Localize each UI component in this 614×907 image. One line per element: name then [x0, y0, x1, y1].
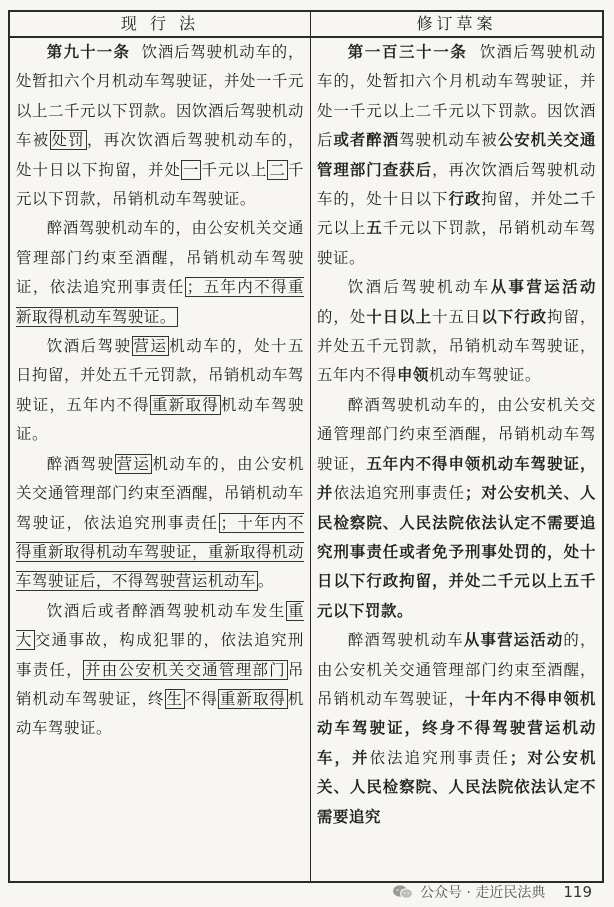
wechat-icon — [392, 884, 414, 900]
boxed-text: 处罚 — [51, 131, 85, 150]
watermark-text: 公众号 · 走近民法典 — [420, 885, 546, 901]
right-paragraph-4: 醉酒驾驶机动车从事营运活动的，由公安机关交通管理部门约束至酒醒，吊销机动车驾驶证，十年内不得申领机动车驾驶证，终身不得驾驶营运机动车，并依法追究刑事责任；对公安机关、人民检察院、人民法院依法认定不需要追究 — [317, 631, 596, 826]
left-article-title: 第九十一条 — [46, 43, 131, 61]
draft-column — [311, 38, 602, 881]
page-number: 119 — [563, 883, 592, 901]
right-article-title: 第一百三十一条 — [347, 43, 468, 61]
boxed-text: ；五年内不得重新取得机动车驾驶证。 — [16, 278, 304, 326]
right-paragraph-2: 饮酒后驾驶机动车从事营运活动的，处十日以上十五日以下行政拘留，并处五千元罚款，吊销机动车驾驶证，五年内不得申领机动车驾驶证。 — [317, 278, 596, 385]
current-law-column — [10, 38, 311, 881]
left-paragraph-1: 第九十一条 饮酒后驾驶机动车的，处暂扣六个月机动车驾驶证，并处一千元以上二千元以下罚款。因饮酒后驾驶机动车被 处罚 ，再次饮酒后驾驶机动车的，处十日以下拘留，并处 一 千元以上 二 千元以下罚款，吊销机动车驾驶证。 — [16, 43, 304, 209]
left-paragraph-2: 醉酒驾驶机动车的，由公安机关交通管理部门约束至酒醒，吊销机动车驾驶证，依法追究刑事责任 ；五年内不得重新取得机动车驾驶证。 — [16, 219, 304, 326]
header-draft: 修订草案 — [311, 12, 602, 38]
boxed-text: ；十年内不得重新取得机动车驾驶证，重新取得机动车驾驶证后，不得驾驶营运机动车 — [16, 513, 304, 591]
left-paragraph-4: 醉酒驾驶 营运 机动车的，由公安机关交通管理部门约束至酒醒，吊销机动车驾驶证，依法追究刑事责任 ；十年内不得重新取得机动车驾驶证，重新取得机动车驾驶证后，不得驾驶营运机动车 。 — [16, 454, 305, 591]
boxed-text: 生 — [166, 689, 183, 708]
boxed-text: 一 — [182, 160, 200, 179]
boxed-text: 重新取得 — [220, 689, 286, 708]
boxed-text: 营运 — [133, 337, 168, 356]
comparison-table — [8, 10, 604, 883]
boxed-text: 重新取得 — [152, 395, 219, 414]
left-paragraph-3: 饮酒后驾驶 营运 机动车的，处十五日拘留，并处五千元罚款，吊销机动车驾驶证，五年内不得 重新取得 机动车驾驶证。 — [16, 337, 304, 444]
header-current-law: 现 行 法 — [10, 12, 311, 38]
boxed-text: 重大 — [16, 601, 304, 650]
footer-watermark — [392, 880, 604, 904]
boxed-text: 并由公安机关交通管理部门 — [85, 660, 286, 679]
boxed-text: 二 — [269, 160, 286, 179]
left-paragraph-5: 饮酒后或者醉酒驾驶机动车发生 重大 交通事故，构成犯罪的，依法追究刑事责任， 并由公安机关交通管理部门 吊销机动车驾驶证，终 生 不得 重新取得 机动车驾驶证。 — [16, 601, 304, 738]
boxed-text: 营运 — [116, 454, 151, 473]
right-paragraph-3: 醉酒驾驶机动车的，由公安机关交通管理部门约束至酒醒，吊销机动车驾驶证，五年内不得申领机动车驾驶证，并依法追究刑事责任；对公安机关、人民检察院、人民法院依法认定不需要追究刑事责任或者免予刑事处罚的，处十日以下行政拘留，并处二千元以上五千元以下罚款。 — [317, 395, 596, 620]
right-paragraph-1: 第一百三十一条 饮酒后驾驶机动车的，处暂扣六个月机动车驾驶证，并处一千元以上二千元以下罚款。因饮酒后或者醉酒驾驶机动车被公安机关交通管理部门查获后，再次饮酒后驾驶机动车的，处十日以下行政拘留，并处二千元以上五千元以下罚款，吊销机动车驾驶证。 — [317, 43, 596, 267]
